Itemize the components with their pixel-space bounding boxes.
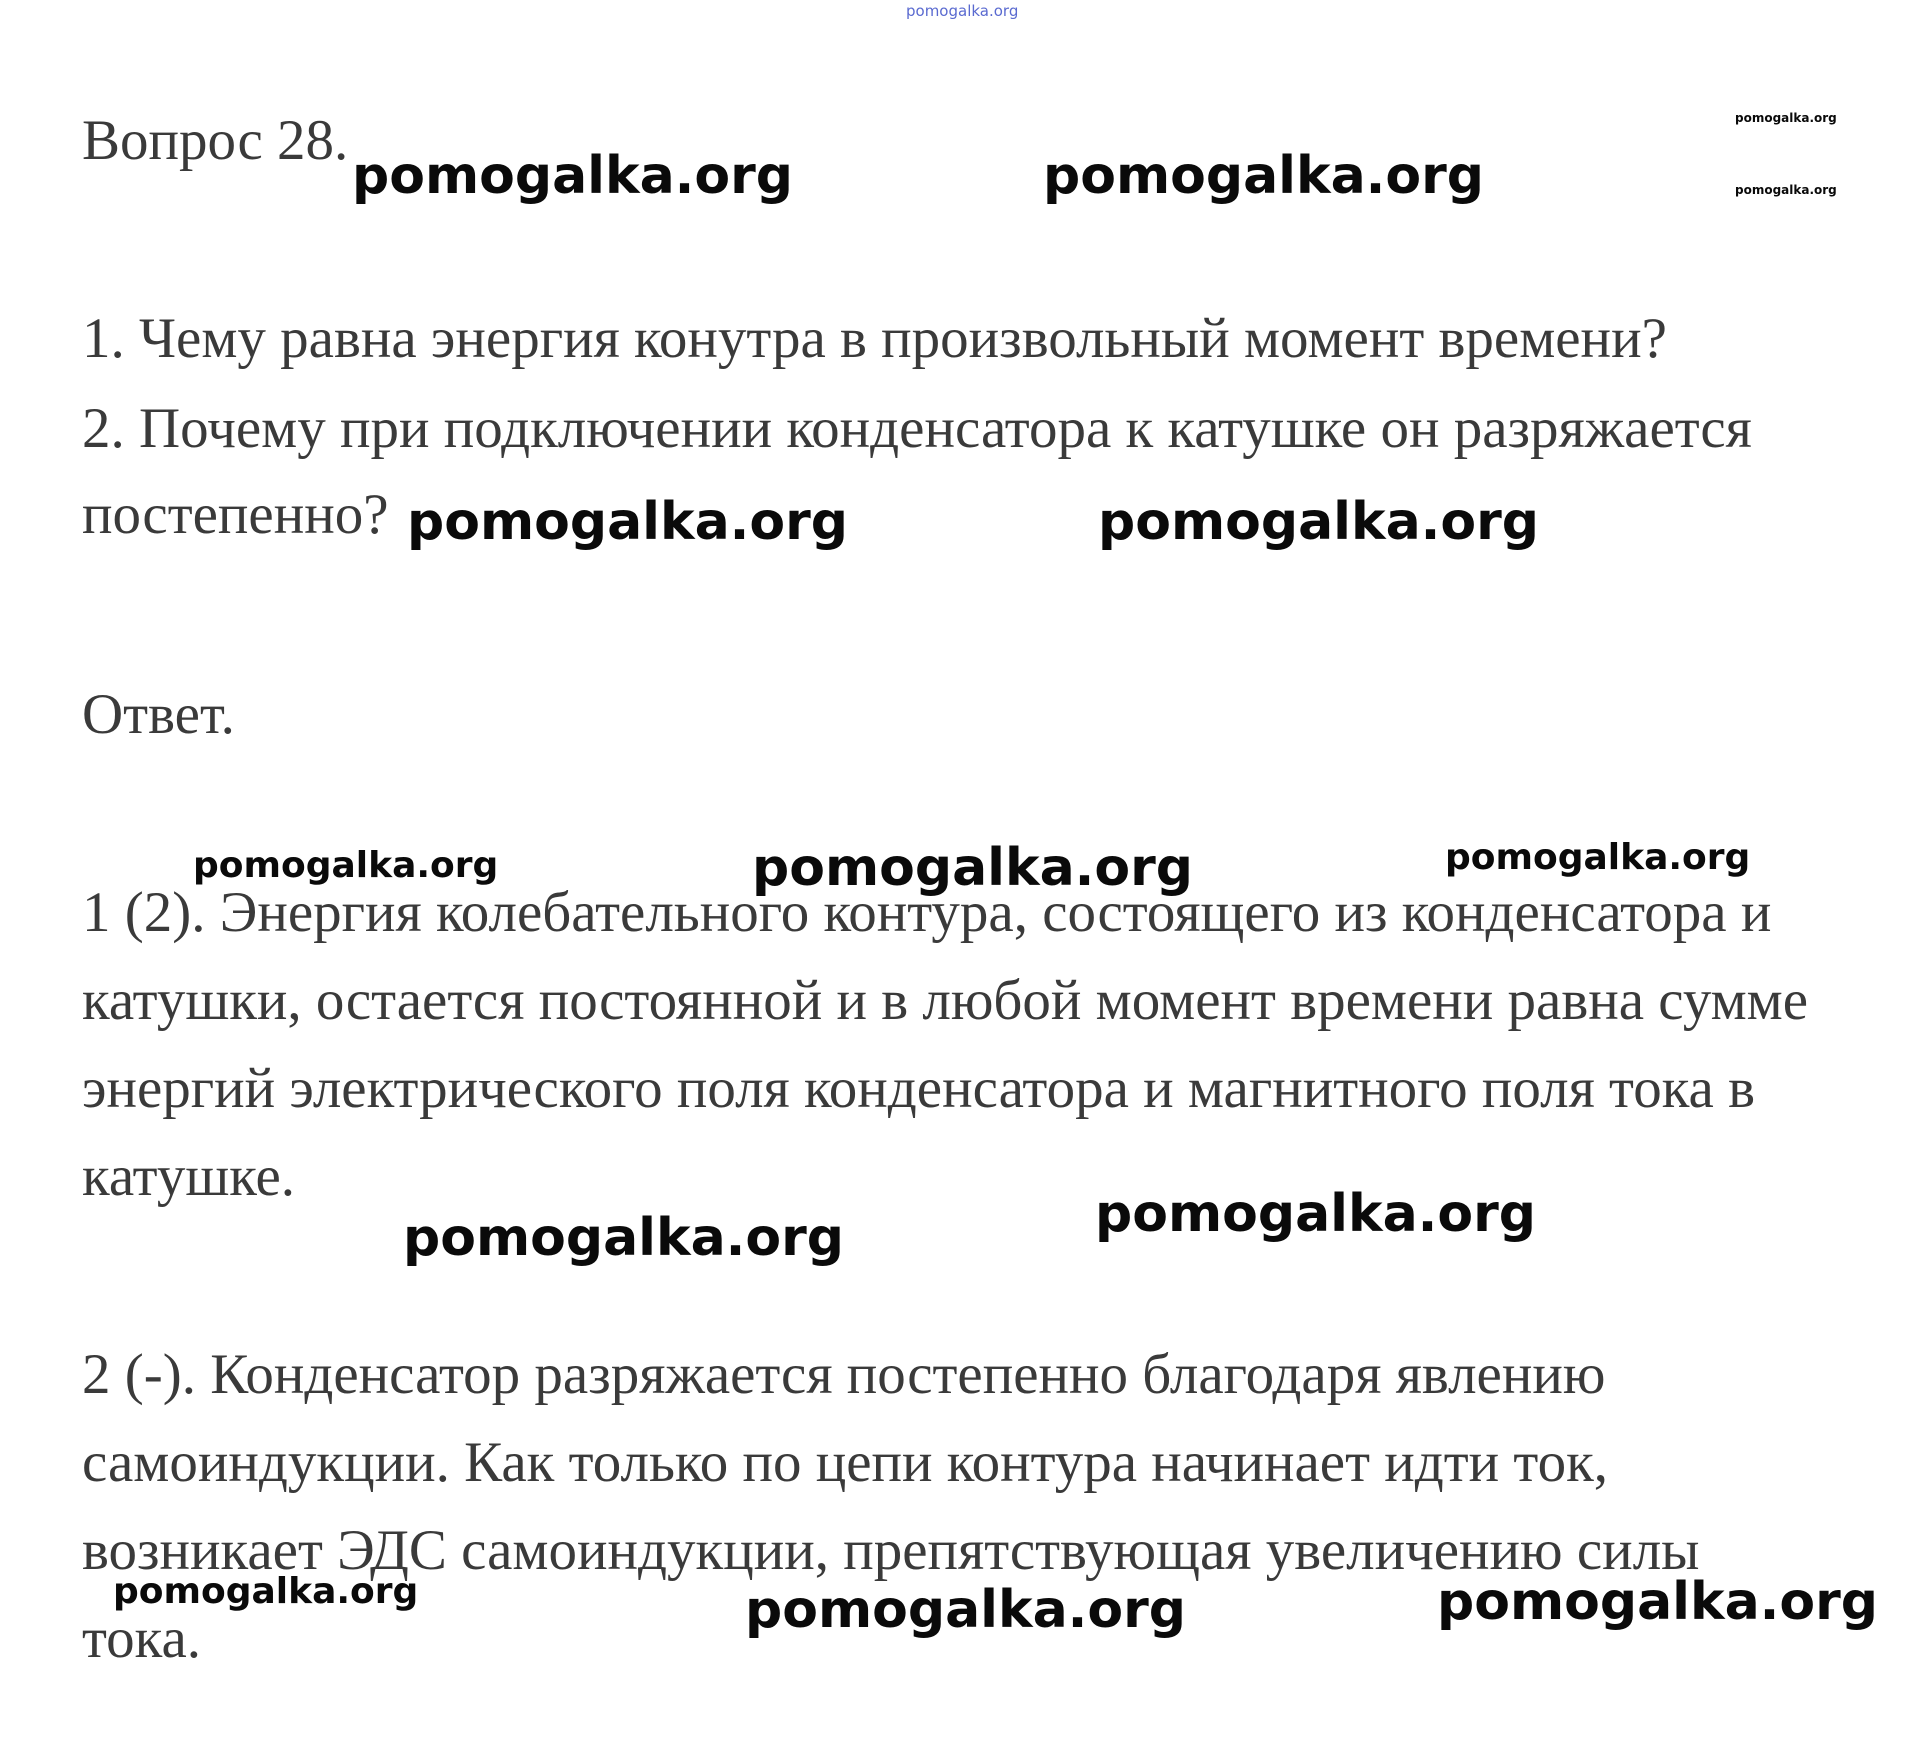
watermark: pomogalka.org — [1437, 1572, 1879, 1632]
page-title: Вопрос 28. — [82, 109, 349, 172]
watermark: pomogalka.org — [193, 845, 499, 886]
answer2-line-4: тока. — [82, 1607, 202, 1670]
watermark-top: pomogalka.org — [906, 2, 1019, 20]
question-line-1: 1. Чему равна энергия конутра в произвольный момент времени? — [82, 307, 1667, 370]
watermark: pomogalka.org — [113, 1571, 419, 1612]
answer1-line-3: энергий электрического поля конденсатора и магнитного поля тока в — [82, 1057, 1755, 1120]
answer2-line-1: 2 (-). Конденсатор разряжается постепенно благодаря явлению — [82, 1343, 1606, 1406]
answer1-line-4: катушке. — [82, 1145, 296, 1208]
watermark: pomogalka.org — [1095, 1184, 1537, 1244]
watermark: pomogalka.org — [752, 838, 1194, 898]
answer1-line-2: катушки, остается постоянной и в любой момент времени равна сумме — [82, 969, 1809, 1032]
watermark: pomogalka.org — [1043, 146, 1485, 206]
watermark: pomogalka.org — [352, 146, 794, 206]
watermark: pomogalka.org — [403, 1208, 845, 1268]
question-line-3: постепенно? — [82, 483, 389, 546]
watermark: pomogalka.org — [1735, 183, 1837, 197]
question-line-2: 2. Почему при подключении конденсатора к катушке он разряжается — [82, 397, 1752, 460]
watermark: pomogalka.org — [1098, 492, 1540, 552]
answer1-line-1: 1 (2). Энергия колебательного контура, состоящего из конденсатора и — [82, 881, 1772, 944]
answer2-line-2: самоиндукции. Как только по цепи контура начинает идти ток, — [82, 1431, 1609, 1494]
watermark: pomogalka.org — [1445, 837, 1751, 878]
watermark: pomogalka.org — [407, 492, 849, 552]
watermark: pomogalka.org — [1735, 111, 1837, 125]
watermark: pomogalka.org — [745, 1580, 1187, 1640]
answer2-line-3: возникает ЭДС самоиндукции, препятствующая увеличению силы — [82, 1519, 1700, 1582]
answer-label: Ответ. — [82, 683, 235, 746]
